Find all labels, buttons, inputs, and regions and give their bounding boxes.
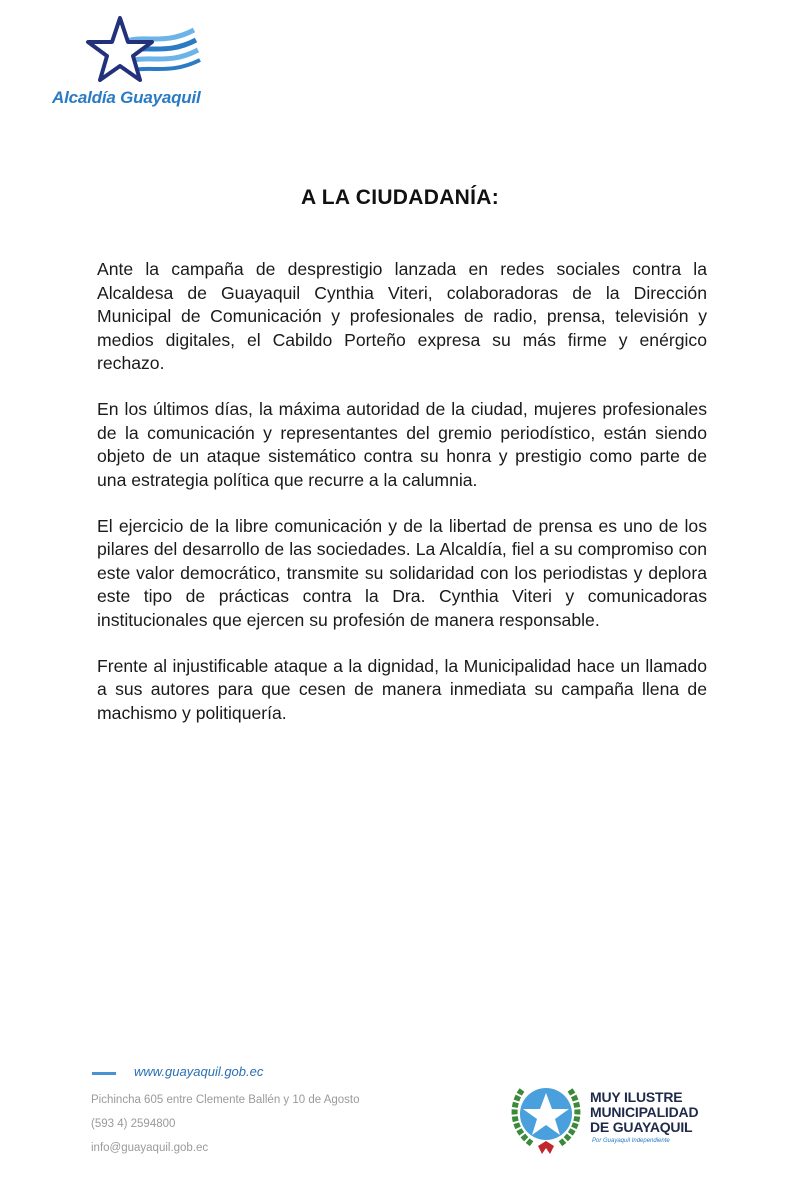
page-title: A LA CIUDADANÍA: (300, 186, 500, 209)
paragraph-1: Ante la campaña de desprestigio lanzada en redes sociales contra la Alcaldesa de Guayaquil Cynthia Viteri, colaboradoras de la Dirección Municipal de Comunicación y profesionales de radio, prensa, televisión y medios digitales, el Cabildo Porteño expresa su más firme y enérgico rechazo. (97, 259, 707, 373)
municipal-seal-icon (508, 1078, 584, 1158)
statement-body (97, 258, 707, 748)
footer-website-link[interactable]: www.guayaquil.gob.ec (134, 1064, 264, 1079)
municipality-line-1: MUY ILUSTRE (590, 1089, 683, 1105)
footer-address: Pichincha 605 entre Clemente Ballén y 10 de Agosto (91, 1094, 360, 1106)
paragraph-2: En los últimos días, la máxima autoridad de la ciudad, mujeres profesionales de la comunicación y representantes del gremio periodístico, están siendo objeto de un ataque sistemático contra su honra y prestigio como parte de una estrategia política que recurre a la calumnia. (97, 399, 707, 490)
footer-email[interactable]: info@guayaquil.gob.ec (91, 1142, 209, 1154)
municipality-tagline: Por Guayaquil Independiente (592, 1138, 670, 1144)
paragraph-3: El ejercicio de la libre comunicación y de la libertad de prensa es uno de los pilares del desarrollo de las sociedades. La Alcaldía, fiel a su compromiso con este valor democrático, transmite su solidaridad con los periodistas y deplora este tipo de prácticas contra la Dra. Cynthia Viteri y comunicadoras institucionales que ejercen su profesión de manera responsable. (97, 515, 707, 630)
municipality-line-3: DE GUAYAQUIL (590, 1119, 693, 1135)
star-flag-icon (84, 16, 214, 86)
footer-accent-line (92, 1072, 116, 1075)
municipality-name (590, 1090, 698, 1135)
alcaldia-logo (50, 16, 220, 108)
municipality-line-2: MUNICIPALIDAD (590, 1104, 699, 1120)
logo-text: Alcaldía Guayaquil (52, 88, 201, 107)
footer-phone: (593 4) 2594800 (91, 1118, 176, 1130)
paragraph-4: Frente al injustificable ataque a la dignidad, la Municipalidad hace un llamado a sus autores para que cesen de manera inmediata su campaña llena de machismo y politiquería. (97, 655, 707, 723)
